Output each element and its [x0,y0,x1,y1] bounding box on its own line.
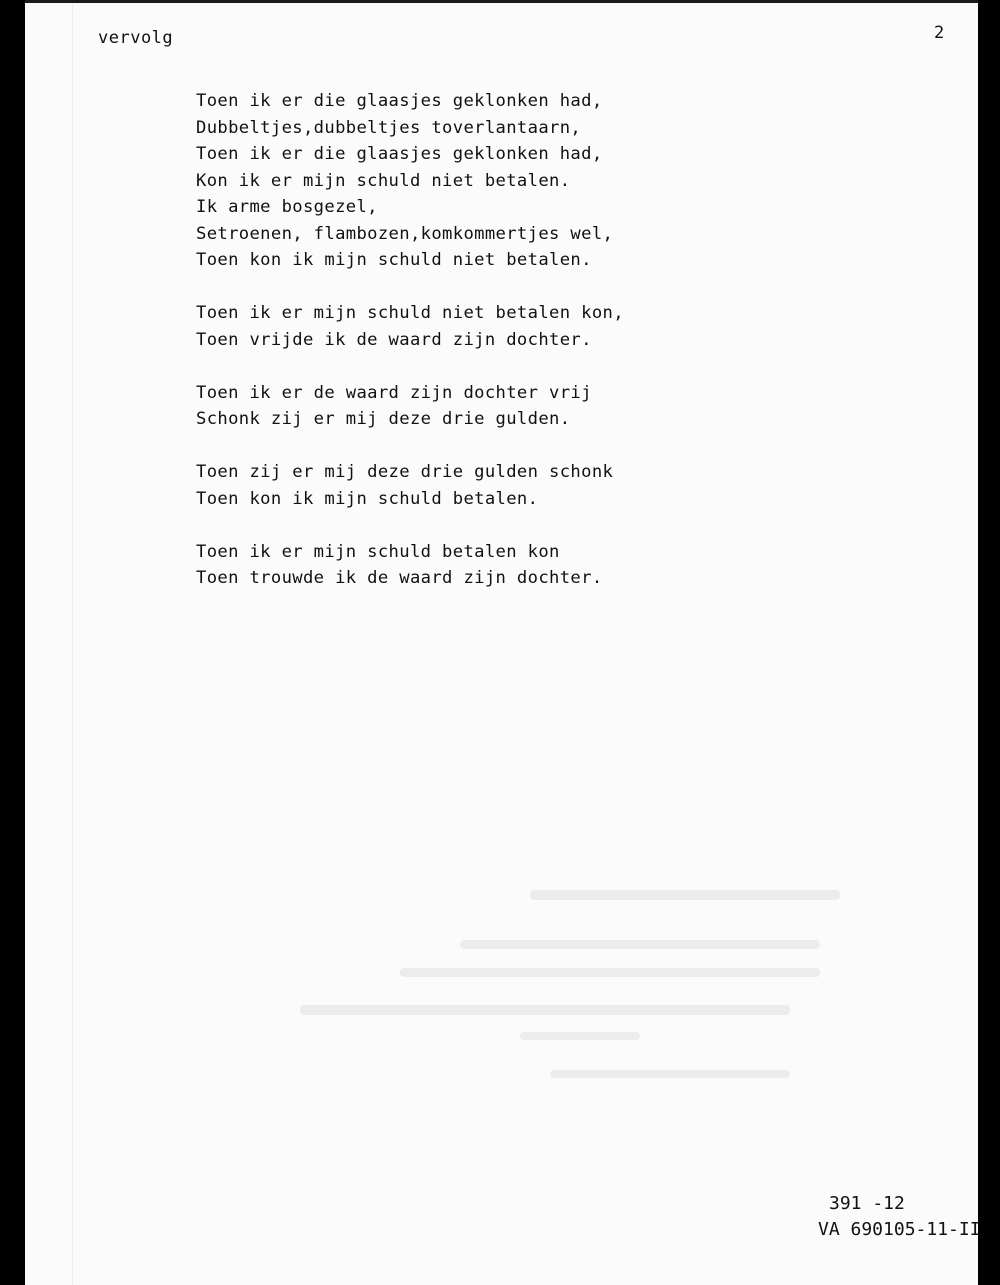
poem-line: Toen ik er die glaasjes geklonken had, [196,144,603,164]
fold-line [72,0,73,1285]
stanza [196,459,716,512]
stanza [196,300,716,353]
poem-line: Toen zij er mij deze drie gulden schonk [196,462,614,482]
scan-border [978,0,1000,1285]
poem-line: Toen kon ik mijn schuld betalen. [196,488,539,509]
poem-line: Kon ik er mijn schuld niet betalen. [196,170,571,191]
poem-line: Dubbeltjes,dubbeltjes toverlantaarn, [196,117,582,138]
poem-line: Toen kon ik mijn schuld niet betalen. [196,250,592,270]
archive-reference: VA 690105-11-II [818,1219,981,1240]
bleed-through-text [300,880,860,1100]
poem-line: Toen ik er mijn schuld betalen kon [196,541,560,562]
poem-line: Toen ik er mijn schuld niet betalen kon, [196,303,624,323]
archive-number: 391 -12 [829,1193,905,1214]
poem-line: Toen ik er de waard zijn dochter vrij [196,382,592,403]
poem-line: Schonk zij er mij deze drie gulden. [196,409,571,429]
poem-line: Setroenen, flambozen,komkommertjes wel, [196,223,614,244]
header-title: vervolg [98,28,174,48]
page-top-edge [25,0,980,3]
bleed-through-marks [300,880,860,1100]
stanza [196,88,716,274]
stanza [196,539,716,592]
page-number: 2 [934,23,945,43]
stanza [196,380,716,433]
poem-text [196,88,716,618]
poem-line: Toen ik er die glaasjes geklonken had, [196,91,603,111]
poem-line: Toen trouwde ik de waard zijn dochter. [196,568,603,588]
poem-line: Toen vrijde ik de waard zijn dochter. [196,329,592,350]
poem-line: Ik arme bosgezel, [196,197,378,217]
